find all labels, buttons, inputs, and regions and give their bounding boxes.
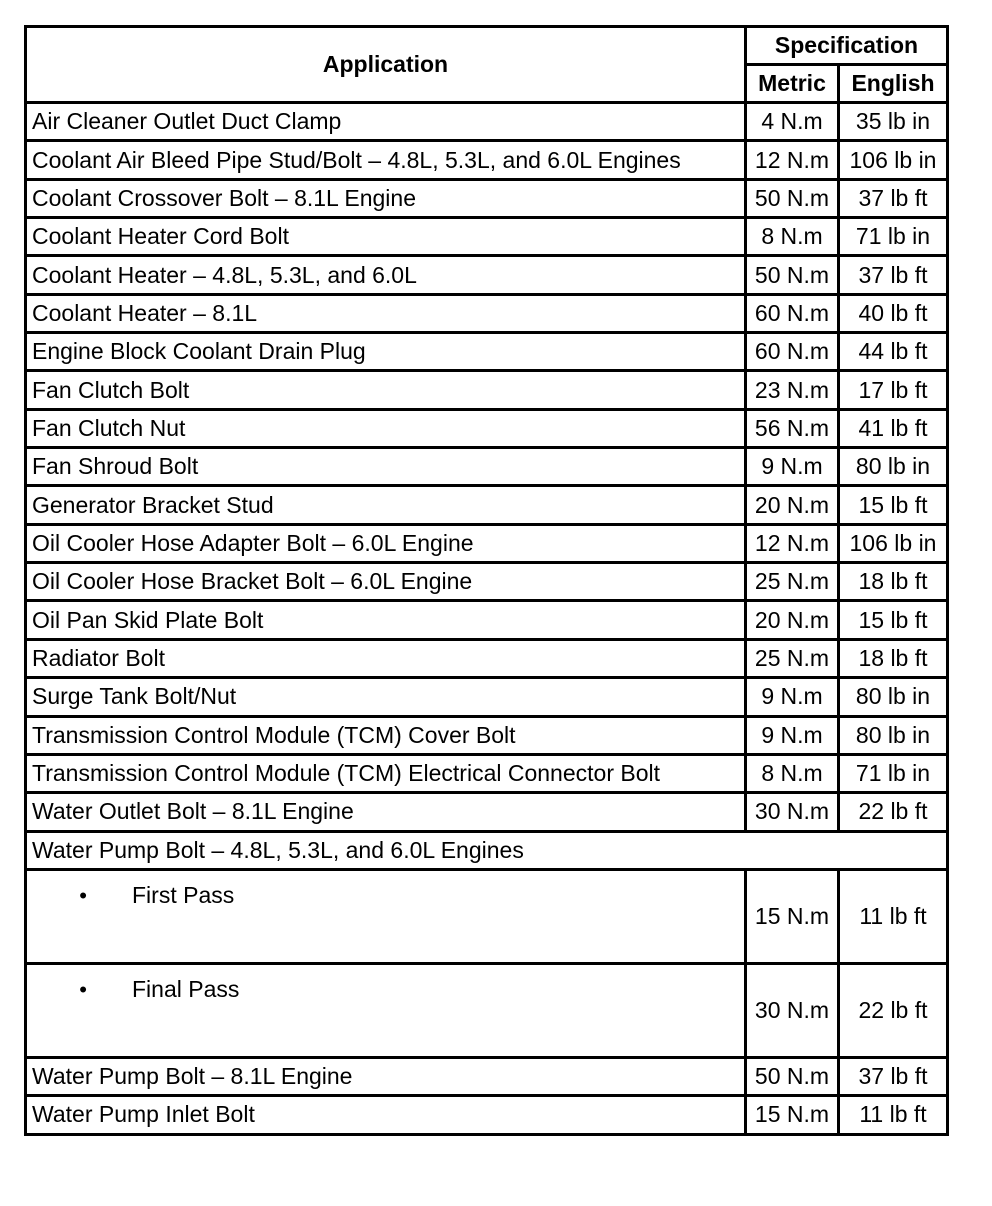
table-row (26, 218, 948, 256)
english-cell: 18 lb ft (839, 639, 948, 677)
table-row (26, 333, 948, 371)
english-cell: 106 lb in (839, 524, 948, 562)
metric-cell: 30 N.m (746, 793, 839, 831)
english-cell: 80 lb in (839, 448, 948, 486)
metric-cell: 9 N.m (746, 716, 839, 754)
table-row (26, 793, 948, 831)
application-cell: Oil Cooler Hose Adapter Bolt – 6.0L Engine (26, 524, 746, 562)
metric-cell: 50 N.m (746, 179, 839, 217)
english-cell: 106 lb in (839, 141, 948, 179)
application-cell: Transmission Control Module (TCM) Cover Bolt (26, 716, 746, 754)
metric-header: Metric (746, 65, 839, 103)
application-cell: Oil Cooler Hose Bracket Bolt – 6.0L Engine (26, 563, 746, 601)
pass-application (26, 963, 746, 1057)
english-cell: 22 lb ft (839, 793, 948, 831)
table-row (26, 141, 948, 179)
table-row (26, 371, 948, 409)
pass-label: Final Pass (132, 975, 240, 1002)
english-cell: 37 lb ft (839, 1057, 948, 1095)
pass-application (26, 869, 746, 963)
pass-english: 22 lb ft (839, 963, 948, 1057)
application-cell: Oil Pan Skid Plate Bolt (26, 601, 746, 639)
table-row (26, 256, 948, 294)
pass-metric: 15 N.m (746, 869, 839, 963)
metric-cell: 50 N.m (746, 1057, 839, 1095)
specification-header: Specification (746, 27, 948, 65)
table-row (26, 103, 948, 141)
table-row (26, 179, 948, 217)
pass-english: 11 lb ft (839, 869, 948, 963)
metric-cell: 50 N.m (746, 256, 839, 294)
table-row (26, 563, 948, 601)
application-cell: Surge Tank Bolt/Nut (26, 678, 746, 716)
table-row (26, 639, 948, 677)
application-cell: Fan Clutch Bolt (26, 371, 746, 409)
pass-row-first (26, 869, 948, 963)
application-cell: Coolant Air Bleed Pipe Stud/Bolt – 4.8L, 5.3L, and 6.0L Engines (26, 141, 746, 179)
table-row (26, 294, 948, 332)
group-application: Water Pump Bolt – 4.8L, 5.3L, and 6.0L Engines (26, 831, 948, 869)
application-cell: Engine Block Coolant Drain Plug (26, 333, 746, 371)
metric-cell: 56 N.m (746, 409, 839, 447)
application-cell: Radiator Bolt (26, 639, 746, 677)
application-cell: Coolant Crossover Bolt – 8.1L Engine (26, 179, 746, 217)
application-header: Application (26, 27, 746, 103)
table-row (26, 524, 948, 562)
application-cell: Fan Shroud Bolt (26, 448, 746, 486)
group-heading-row (26, 831, 948, 869)
application-cell: Water Outlet Bolt – 8.1L Engine (26, 793, 746, 831)
table-row (26, 486, 948, 524)
pass-metric: 30 N.m (746, 963, 839, 1057)
table-row (26, 601, 948, 639)
table-row (26, 754, 948, 792)
table-row (26, 1057, 948, 1095)
metric-cell: 9 N.m (746, 678, 839, 716)
english-cell: 80 lb in (839, 716, 948, 754)
english-cell: 41 lb ft (839, 409, 948, 447)
table-row (26, 678, 948, 716)
metric-cell: 8 N.m (746, 218, 839, 256)
table-row (26, 716, 948, 754)
english-cell: 17 lb ft (839, 371, 948, 409)
metric-cell: 20 N.m (746, 486, 839, 524)
english-cell: 80 lb in (839, 678, 948, 716)
metric-cell: 20 N.m (746, 601, 839, 639)
english-cell: 71 lb in (839, 218, 948, 256)
bullet-icon: • (79, 976, 87, 1002)
application-cell: Coolant Heater – 8.1L (26, 294, 746, 332)
metric-cell: 9 N.m (746, 448, 839, 486)
application-cell: Air Cleaner Outlet Duct Clamp (26, 103, 746, 141)
metric-cell: 12 N.m (746, 141, 839, 179)
pass-label: First Pass (132, 881, 235, 908)
english-header: English (839, 65, 948, 103)
metric-cell: 8 N.m (746, 754, 839, 792)
spec-rows-b (26, 1057, 948, 1134)
torque-spec-table (24, 25, 949, 1136)
application-cell: Water Pump Bolt – 8.1L Engine (26, 1057, 746, 1095)
table-row (26, 1096, 948, 1134)
header-row (26, 27, 948, 65)
table-row (26, 448, 948, 486)
metric-cell: 25 N.m (746, 563, 839, 601)
pass-row-final (26, 963, 948, 1057)
metric-cell: 25 N.m (746, 639, 839, 677)
application-cell: Coolant Heater Cord Bolt (26, 218, 746, 256)
english-cell: 37 lb ft (839, 256, 948, 294)
table-row (26, 409, 948, 447)
metric-cell: 60 N.m (746, 333, 839, 371)
metric-cell: 15 N.m (746, 1096, 839, 1134)
spec-rows-a (26, 103, 948, 832)
metric-cell: 60 N.m (746, 294, 839, 332)
english-cell: 18 lb ft (839, 563, 948, 601)
english-cell: 37 lb ft (839, 179, 948, 217)
english-cell: 35 lb in (839, 103, 948, 141)
english-cell: 71 lb in (839, 754, 948, 792)
metric-cell: 4 N.m (746, 103, 839, 141)
english-cell: 11 lb ft (839, 1096, 948, 1134)
english-cell: 15 lb ft (839, 601, 948, 639)
metric-cell: 12 N.m (746, 524, 839, 562)
application-cell: Transmission Control Module (TCM) Electrical Connector Bolt (26, 754, 746, 792)
english-cell: 40 lb ft (839, 294, 948, 332)
english-cell: 15 lb ft (839, 486, 948, 524)
application-cell: Generator Bracket Stud (26, 486, 746, 524)
english-cell: 44 lb ft (839, 333, 948, 371)
application-cell: Water Pump Inlet Bolt (26, 1096, 746, 1134)
application-cell: Coolant Heater – 4.8L, 5.3L, and 6.0L (26, 256, 746, 294)
bullet-icon: • (79, 882, 87, 908)
application-cell: Fan Clutch Nut (26, 409, 746, 447)
water-pump-group (26, 831, 948, 1057)
metric-cell: 23 N.m (746, 371, 839, 409)
